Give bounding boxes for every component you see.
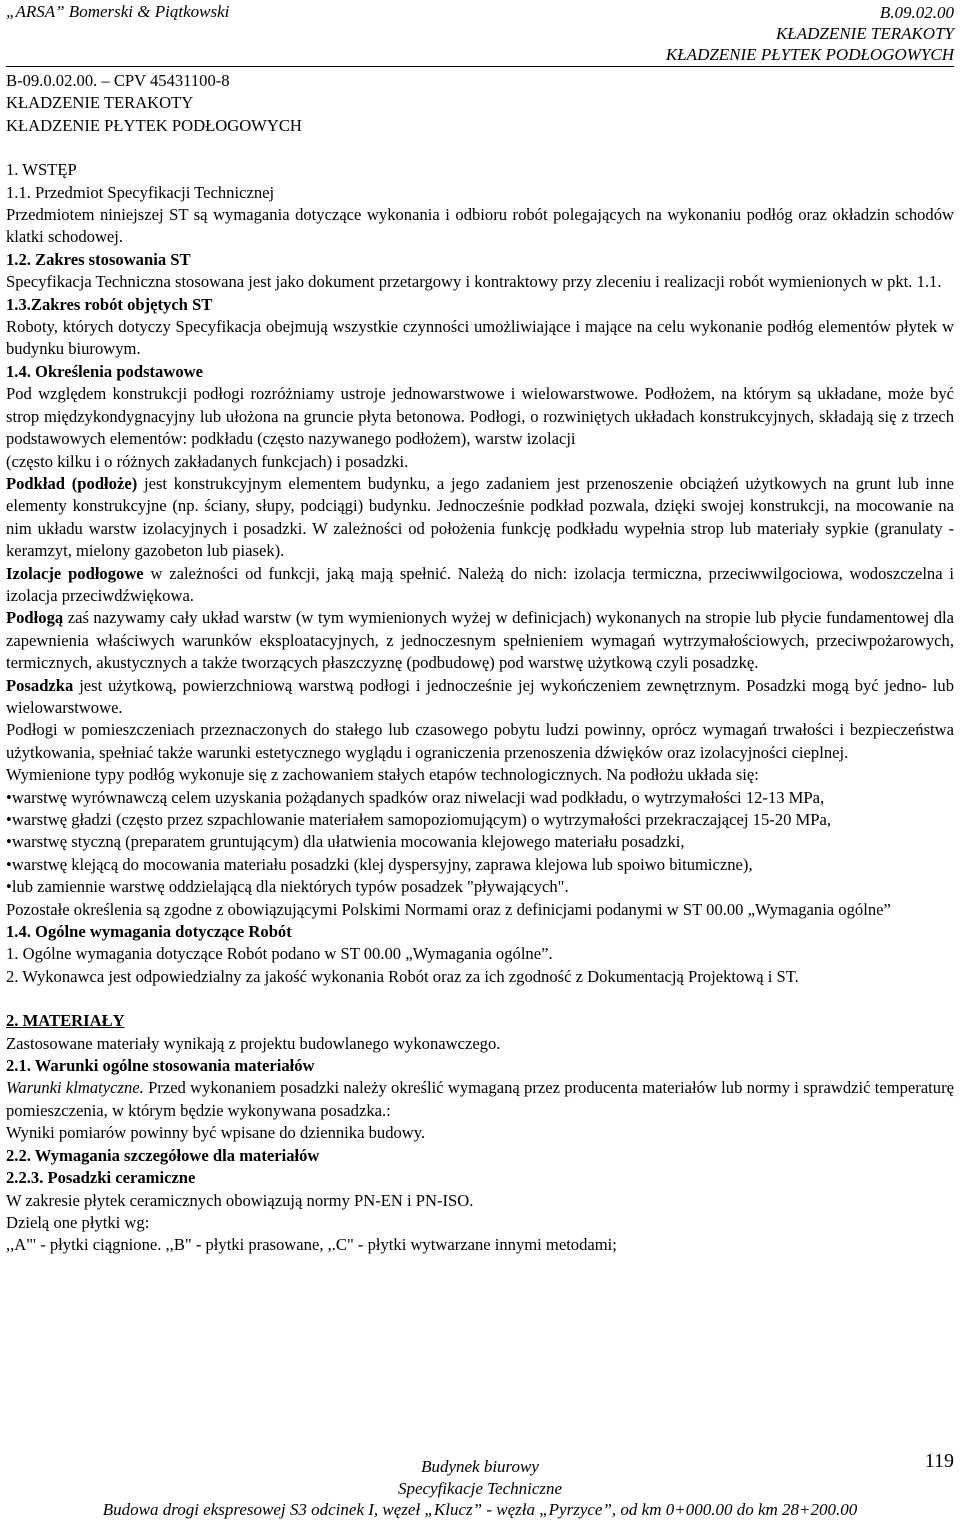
definition-podklad: jest konstrukcyjnym elementem budynku, a jego zadaniem jest przenoszenie obciążeń użytkowych na grunt lub inne elementy konstrukcyjne (np. ściany, słupy, podciągi) budynku. Jednocześnie podkład pozwala, dzięki swojej konstrukcji, na mocowanie na nim układu warstw izolacyjnych i posadzki. W zależności od położenia funkcję podkładu wypełnia strop lub materiały sypkie (granulaty - keramzyt, mielony gazobeton lub piasek).	[6, 473, 954, 561]
section-1-heading: 1. WSTĘP	[6, 160, 77, 180]
header-title-2: KŁADZENIE PŁYTEK PODŁOGOWYCH	[665, 45, 954, 64]
section-1-2-heading: 1.2. Zakres stosowania ST	[6, 249, 191, 269]
definition-posadzka: jest użytkową, powierzchniową warstwą podłogi i jednocześnie jej wykończeniem zewnętrznym. Posadzki mogą być jedno- lub wielowarstwowe.	[6, 675, 954, 717]
requirements-line-1: 1. Ogólne wymagania dotyczące Robót podano w ST 00.00 „Wymagania ogólne”.	[6, 944, 553, 964]
term-posadzka: Posadzka	[6, 675, 74, 695]
section-2-1-text	[6, 1077, 954, 1122]
section-1-1-text: Przedmiotem niniejszej ST są wymagania dotyczące wykonania i odbioru robót polegających na wykonaniu podłóg oraz okładzin schodów klatki schodowej.	[6, 205, 954, 247]
term-podklad: Podkład (podłoże)	[6, 473, 138, 493]
section-2-2-3-text: W zakresie płytek ceramicznych obowiązują normy PN-EN i PN-ISO.	[6, 1190, 474, 1210]
section-1-3-text: Roboty, których dotyczy Specyfikacja obejmują wszystkie czynności umożliwiające i mające na celu wykonanie podłóg elementów płytek w budynku biurowym.	[6, 317, 954, 359]
definitions-paragraph-2	[6, 473, 954, 563]
doc-title-2: KŁADZENIE PŁYTEK PODŁOGOWYCH	[6, 115, 302, 135]
term-izolacje: Izolacje podłogowe	[6, 563, 144, 583]
list-item: • warstwę wyrównawczą celem uzyskania pożądanych spadków oraz niwelacji wad podkładu, o wytrzymałości 12-13 MPa,	[6, 787, 954, 809]
section-1-1-heading: 1.1. Przedmiot Specyfikacji Technicznej	[6, 182, 275, 202]
definition-izolacje: w zależności od funkcji, jaką mają spełnić. Należą do nich: izolacja termiczna, przeciwwilgociowa, wodoszczelna i izolacja przeciwdźwiękowa.	[6, 563, 954, 605]
header-divider	[6, 66, 954, 67]
list-item: • warstwę gładzi (często przez szpachlowanie materiałem samopoziomującym) o wytrzymałości przekraczającej 15-20 MPa,	[6, 809, 954, 831]
document-body	[6, 70, 954, 1257]
section-2-text: Zastosowane materiały wynikają z projektu budowlanego wykonawczego.	[6, 1033, 501, 1053]
list-item: • lub zamiennie warstwę oddzielającą dla niektórych typów posadzek "pływających".	[6, 876, 954, 898]
definitions-paragraph-8: Pozostałe określenia są zgodne z obowiązującymi Polskimi Normami oraz z definicjami podanymi w ST 00.00 „Wymagania ogólne”	[6, 899, 891, 919]
section-1-4-heading: 1.4. Określenia podstawowe	[6, 361, 203, 381]
definitions-paragraph-7: Wymienione typy podłóg wykonuje się z zachowaniem stałych etapów technologicznych. Na podłożu układa się:	[6, 765, 759, 785]
section-2-2-heading: 2.2. Wymagania szczegółowe dla materiałów	[6, 1145, 320, 1165]
footer-spec: Specyfikacje Techniczne	[397, 1479, 563, 1498]
footer-building: Budynek biurowy	[421, 1457, 539, 1476]
header-title-1: KŁADZENIE TERAKOTY	[775, 24, 954, 43]
doc-title-1: KŁADZENIE TERAKOTY	[6, 93, 194, 113]
definitions-paragraph-6: Podłogi w pomieszczeniach przeznaczonych do stałego lub czasowego pobytu ludzi powinny, oprócz wymagań trwałości i bezpieczeństwa użytkowania, spełniać także warunki estetycznego wyglądu i ograniczenia przenoszenia dźwięków oraz izolacyjności cieplnej.	[6, 720, 954, 762]
definitions-paragraph-4	[6, 607, 954, 674]
list-item: • warstwę styczną (preparatem gruntującym) dla ułatwienia mocowania klejowego materiału posadzki,	[6, 831, 954, 853]
doc-code-line: B-09.0.02.00. – CPV 45431100-8	[6, 71, 230, 90]
page-number: 119	[924, 1450, 954, 1472]
section-2-2-3-text-2: Dzielą one płytki wg:	[6, 1212, 150, 1232]
climate-conditions-text: Przed wykonaniem posadzki należy określić wymaganą przez producenta materiałów lub normy i sprawdzić temperaturę pomieszczenia, w którym będzie wykonywana posadzka.:	[6, 1078, 954, 1120]
footer-project: Budowa drogi ekspresowej S3 odcinek I, węzeł „Klucz” - węzła „Pyrzyce”, od km 0+000.00 do km 28+200.00	[102, 1500, 858, 1519]
term-podloga: Podłogą	[6, 608, 64, 628]
header-company: „ARSA” Bomerski & Piątkowski	[6, 2, 230, 21]
footer-center	[0, 1456, 960, 1500]
section-2-1-text-2: Wyniki pomiarów powinny być wpisane do dziennika budowy.	[6, 1123, 426, 1143]
definitions-paragraph-1: Pod względem konstrukcji podłogi rozróżniamy ustroje jednowarstwowe i wielowarstwowe. Podłożem, na którym są układane, może być strop międzykondygnacyjny lub ułożona na gruncie płyta betonowa. Podłogi, o rozwiniętych układach konstrukcyjnych, składają się z trzech podstawowych elementów: podkładu (często nazywanego podłożem), warstw izolacji	[6, 384, 954, 449]
header-doc-id	[666, 2, 954, 65]
definitions-paragraph-3	[6, 563, 954, 608]
definition-podloga: zaś nazywamy cały układ warstw (w tym wymienionych wyżej w definicjach) wykonanych na stropie lub płycie fundamentowej dla zapewnienia właściwych warunków eksploatacyjnych, z jednoczesnym spełnieniem wymagań wytrzymałościowych, przeciwpożarowych, termicznych, akustycznych a także tworzących płaszczyznę (podbudowę) pod warstwę użytkową czyli posadzkę.	[6, 608, 954, 673]
section-1-3-heading: 1.3.Zakres robót objętych ST	[6, 294, 213, 314]
climate-conditions-label: Warunki klmatyczne.	[6, 1078, 144, 1098]
section-2-2-3-text-3: ,,A"' - płytki ciągnione. ,,B" - płytki prasowane, ,.C" - płytki wytwarzane innymi metodami;	[6, 1235, 617, 1255]
definitions-paragraph-1b: (często kilku i o różnych zakładanych funkcjach) i posadzki.	[6, 451, 409, 471]
definitions-paragraph-5	[6, 675, 954, 720]
section-1-5-heading: 1.4. Ogólne wymagania dotyczące Robót	[6, 922, 292, 942]
section-2-2-3-heading: 2.2.3. Posadzki ceramiczne	[6, 1168, 196, 1188]
section-2-heading: 2. MATERIAŁY	[6, 1011, 125, 1031]
section-1-2-text: Specyfikacja Techniczna stosowana jest jako dokument przetargowy i kontraktowy przy zleceniu i realizacji robót wymienionych w pkt. 1.1.	[6, 272, 942, 292]
header-code: B.09.02.00	[879, 3, 954, 22]
section-2-1-heading: 2.1. Warunki ogólne stosowania materiałów	[6, 1056, 315, 1076]
list-item: • warstwę klejącą do mocowania materiału posadzki (klej dyspersyjny, zaprawa klejowa lub spoiwo bitumiczne),	[6, 854, 954, 876]
spacer	[6, 137, 954, 159]
requirements-line-2: 2. Wykonawca jest odpowiedzialny za jakość wykonania Robót oraz za ich zgodność z Dokumentacją Projektową i ST.	[6, 966, 799, 986]
spacer	[6, 988, 954, 1010]
